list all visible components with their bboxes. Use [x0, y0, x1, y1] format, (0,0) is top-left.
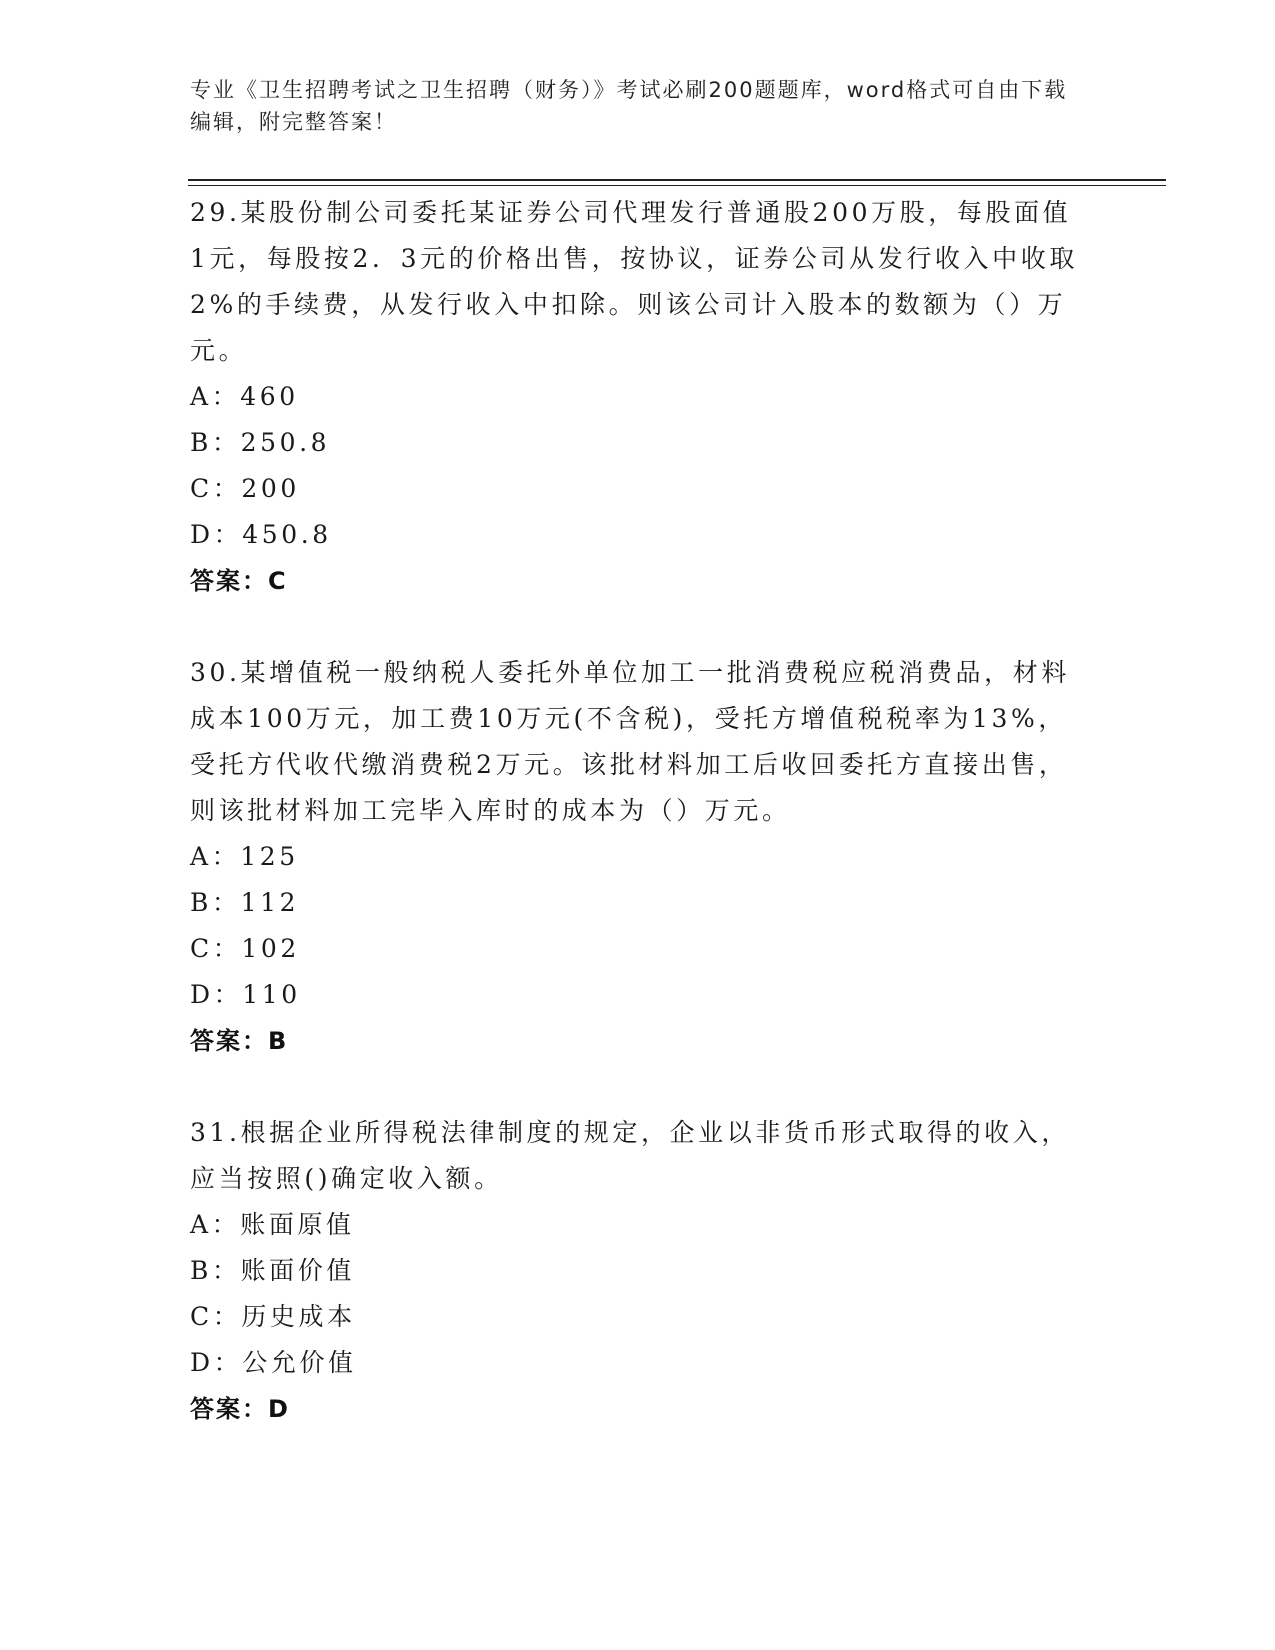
option-b: B：250.8 — [190, 428, 331, 457]
answer-line: 答案：C — [190, 567, 288, 595]
question-31 — [190, 1110, 1090, 1432]
answer-line: 答案：B — [190, 1027, 289, 1055]
answer-line: 答案：D — [190, 1395, 290, 1423]
document-header: 专业《卫生招聘考试之卫生招聘（财务）》考试必刷200题题库，word格式可自由下载编辑，附完整答案！ — [190, 78, 1068, 134]
option-c: C：历史成本 — [190, 1302, 356, 1331]
question-29 — [190, 190, 1090, 604]
option-c: C：200 — [190, 474, 300, 503]
option-d: D：450.8 — [190, 520, 332, 549]
option-d: D：公允价值 — [190, 1348, 357, 1377]
question-stem: 30.某增值税一般纳税人委托外单位加工一批消费税应税消费品，材料成本100万元，加工费10万元(不含税)，受托方增值税税率为13%，受托方代收代缴消费税2万元。该批材料加工后收回委托方直接出售，则该批材料加工完毕入库时的成本为（）万元。 — [190, 658, 1070, 825]
header-divider-thin — [188, 185, 1166, 186]
question-stem: 29.某股份制公司委托某证券公司代理发行普通股200万股，每股面值1元，每股按2．3元的价格出售，按协议，证券公司从发行收入中收取2%的手续费，从发行收入中扣除。则该公司计入股本的数额为（）万元。 — [190, 198, 1078, 365]
option-c: C：102 — [190, 934, 300, 963]
option-b: B：112 — [190, 888, 300, 917]
option-b: B：账面价值 — [190, 1256, 355, 1285]
header-divider-thick — [188, 179, 1166, 181]
option-d: D：110 — [190, 980, 301, 1009]
option-a: A：账面原值 — [190, 1210, 355, 1239]
question-30 — [190, 650, 1090, 1064]
question-stem: 31.根据企业所得税法律制度的规定，企业以非货币形式取得的收入，应当按照()确定收入额。 — [190, 1118, 1070, 1193]
option-a: A：125 — [190, 842, 299, 871]
option-a: A：460 — [190, 382, 299, 411]
